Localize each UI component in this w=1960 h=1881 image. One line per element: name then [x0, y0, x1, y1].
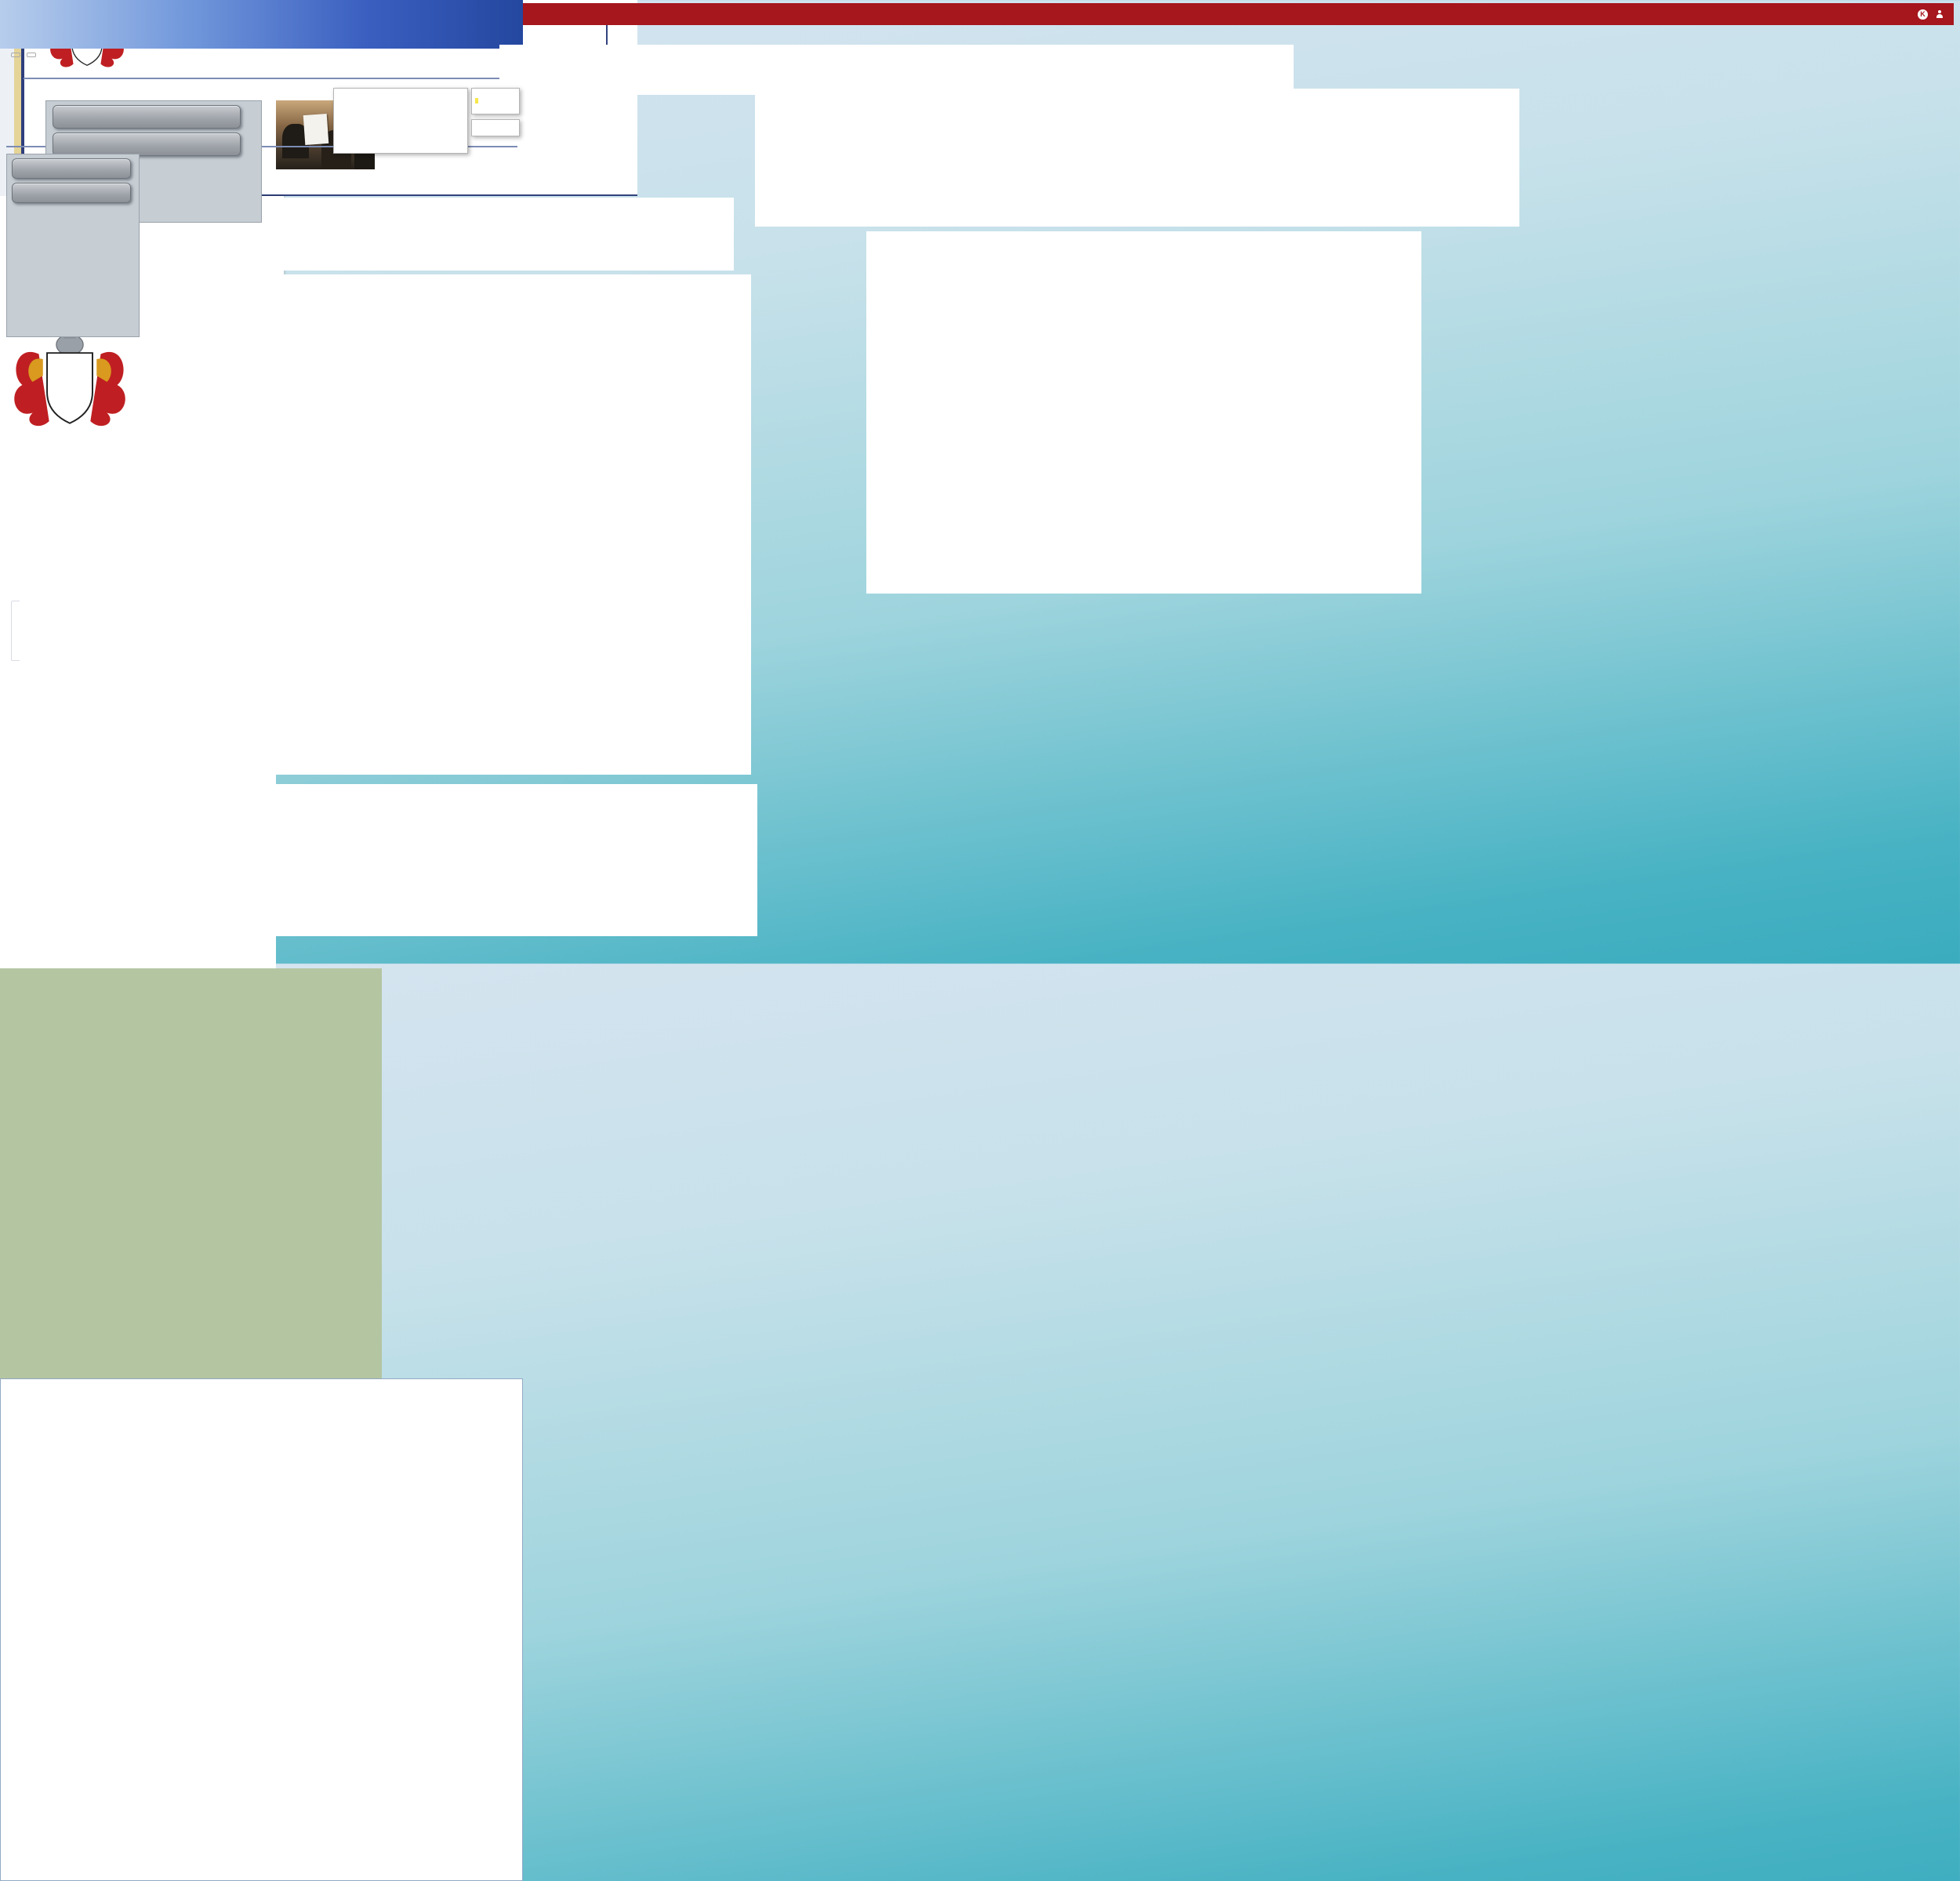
- protest-sign: [303, 114, 329, 145]
- text-box-gruendung-bottom: [6, 784, 757, 936]
- sidebar-item-selbstdarstellung[interactable]: [53, 133, 241, 156]
- chip-chronik[interactable]: [11, 53, 20, 57]
- text-box-wartburgfest: [866, 231, 1421, 594]
- kurier-plus-icon[interactable]: K: [1918, 9, 1928, 20]
- sidebar-item-startseite[interactable]: [53, 105, 241, 129]
- gothia-website-2: [0, 1378, 523, 1881]
- photo-caption: [276, 176, 376, 178]
- chip-wien[interactable]: [27, 53, 36, 57]
- text-box-erste-burschenschaft: [20, 582, 751, 775]
- tag-chips: [11, 47, 39, 61]
- text-box-gruendung-top: [755, 89, 1519, 227]
- user-icon[interactable]: [1936, 10, 1944, 18]
- quote-strip: [499, 45, 1294, 95]
- standard-article: [0, 968, 382, 1378]
